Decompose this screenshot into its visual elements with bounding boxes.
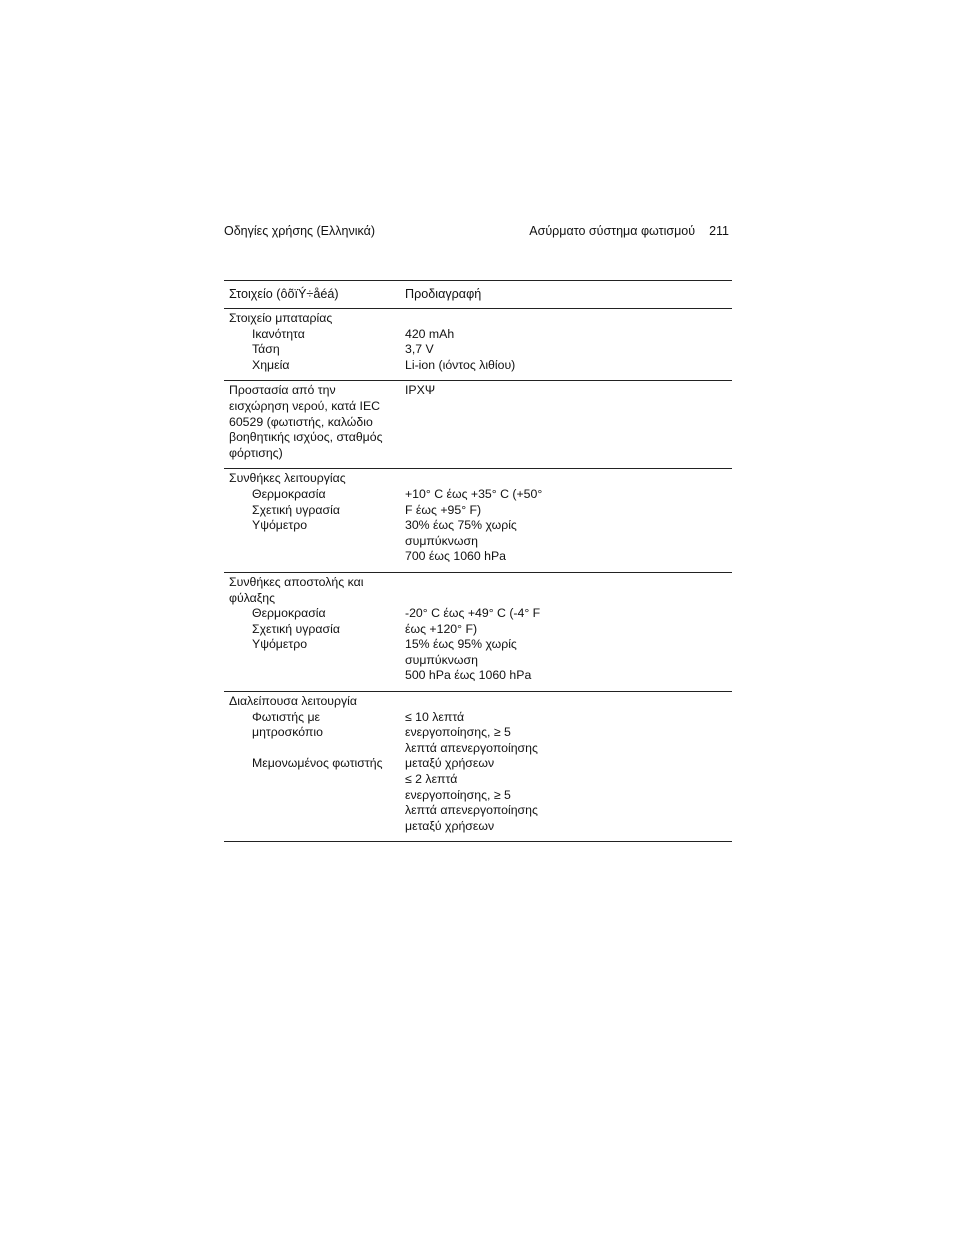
text-line: Προστασία από την xyxy=(229,383,336,398)
table-header-row xyxy=(224,281,732,309)
text-line: Θερμοκρασία xyxy=(252,606,326,621)
shipping-labels xyxy=(224,572,405,691)
battery-chemistry-label: Χημεία xyxy=(252,357,290,372)
table-row xyxy=(224,381,732,469)
battery-voltage-label: Τάση xyxy=(252,342,280,357)
header-right xyxy=(529,223,729,239)
text-line: συμπύκνωση xyxy=(405,533,478,548)
spec-table xyxy=(224,280,732,842)
text-line: -20° C έως +49° C (-4° F xyxy=(405,606,541,621)
water-protection-label xyxy=(224,381,405,469)
table-row xyxy=(224,309,732,381)
shipping-title: Συνθήκες αποστολής και xyxy=(229,574,364,589)
shipping-values xyxy=(405,572,732,691)
text-line: μεταξύ χρήσεων xyxy=(405,818,495,833)
battery-title: Στοιχείο μπαταρίας xyxy=(229,311,333,325)
water-protection-value xyxy=(405,381,732,469)
page-number: 211 xyxy=(709,224,729,238)
intermittent-title: Διαλείπουσα λειτουργία xyxy=(229,694,358,709)
text-line: Σχετική υγρασία xyxy=(252,621,340,636)
text-line: βοηθητικής ισχύος, σταθμός xyxy=(229,430,383,445)
table-row xyxy=(224,692,732,842)
text-line: 500 hPa έως 1060 hPa xyxy=(405,668,532,683)
text-line: Μεμονωμένος φωτιστής xyxy=(252,756,383,771)
battery-values xyxy=(405,309,732,381)
text-line: Σχετική υγρασία xyxy=(252,502,340,517)
text-line: λεπτά απενεργοποίησης xyxy=(405,740,538,755)
text-line: συμπύκνωση xyxy=(405,652,478,667)
text-line: ενεργοποίησης, ≥ 5 xyxy=(405,787,511,802)
section-title: Ασύρματο σύστημα φωτισμού xyxy=(529,224,696,238)
text-line: Υψόμετρο xyxy=(252,637,308,652)
text-line: ≤ 10 λεπτά xyxy=(405,709,465,724)
text-line: 60529 (φωτιστής, καλώδιο xyxy=(229,414,373,429)
text-line: έως +120° F) xyxy=(405,621,478,636)
battery-labels xyxy=(224,309,405,381)
table-row xyxy=(224,572,732,691)
battery-chemistry-value: Li-ion (ιόντος λιθίου) xyxy=(405,357,516,372)
text-line: λεπτά απενεργοποίησης xyxy=(405,803,538,818)
operating-values xyxy=(405,469,732,573)
text-line: 30% έως 75% χωρίς xyxy=(405,518,517,533)
battery-capacity-label: Ικανότητα xyxy=(252,326,305,341)
text-line: Θερμοκρασία xyxy=(252,486,326,501)
intermittent-labels xyxy=(224,692,405,842)
table-row xyxy=(224,469,732,573)
intermittent-values xyxy=(405,692,732,842)
text-line: Υψόμετρο xyxy=(252,518,308,533)
text-line: φόρτισης) xyxy=(229,445,283,460)
text-line: ≤ 2 λεπτά xyxy=(405,772,458,787)
text-line: μητροσκόπιο xyxy=(252,725,323,740)
text-line: εισχώρηση νερού, κατά IEC xyxy=(229,398,381,413)
text-line: +10° C έως +35° C (+50° xyxy=(405,486,543,501)
text-line: F έως +95° F) xyxy=(405,502,482,517)
text-line: μεταξύ χρήσεων xyxy=(405,756,495,771)
battery-voltage-value: 3,7 V xyxy=(405,342,434,357)
col-header-item: Στοιχείο (ôõïÝ÷åéá) xyxy=(229,286,339,301)
text-line: ενεργοποίησης, ≥ 5 xyxy=(405,725,511,740)
col-header-spec: Προδιαγραφή xyxy=(405,286,482,301)
operating-labels xyxy=(224,469,405,573)
text-line: 700 έως 1060 hPa xyxy=(405,549,507,564)
shipping-title: φύλαξης xyxy=(229,590,276,605)
text-line: IPXΨ xyxy=(405,383,436,398)
manual-title: Οδηγίες χρήσης (Ελληνικά) xyxy=(224,224,375,238)
battery-capacity-value: 420 mAh xyxy=(405,326,455,341)
text-line: 15% έως 95% χωρίς xyxy=(405,637,517,652)
operating-title: Συνθήκες λειτουργίας xyxy=(229,471,346,486)
text-line: Φωτιστής με xyxy=(252,709,321,724)
